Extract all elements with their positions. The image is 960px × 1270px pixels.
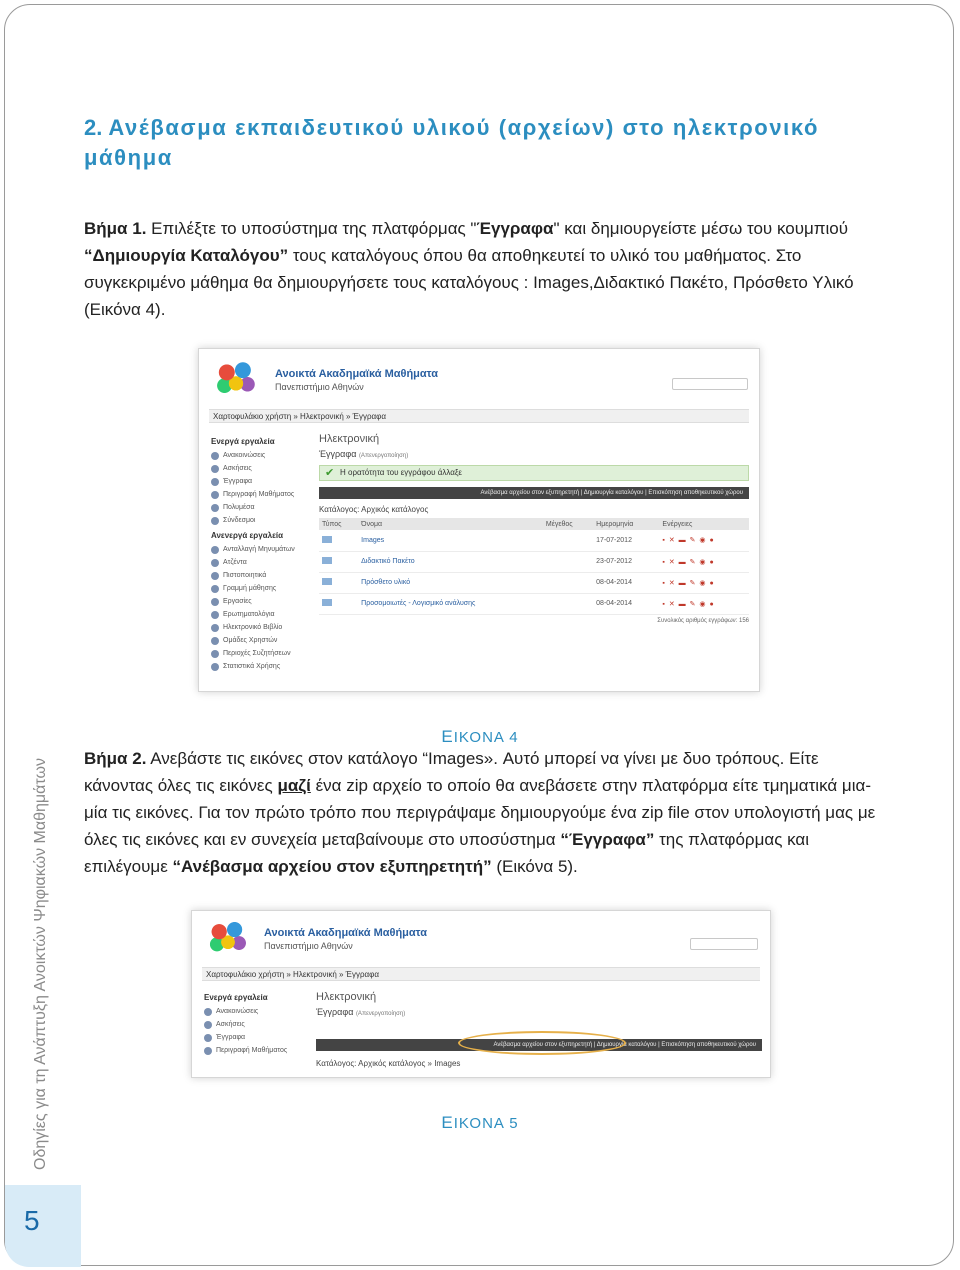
sidebar-item[interactable]: [211, 647, 307, 660]
sidebar-item[interactable]: [211, 543, 307, 556]
deactivate-link[interactable]: (Απενεργοποίηση): [358, 453, 409, 459]
site-subtitle: Πανεπιστήμιο Αθηνών: [264, 941, 353, 951]
sidebar-item-label: Ατζέντα: [223, 559, 247, 566]
site-subtitle: Πανεπιστήμιο Αθηνών: [275, 382, 364, 392]
figure4-caption: [0, 727, 960, 747]
date-cell: 17-07-2012: [593, 530, 659, 551]
breadcrumb: Χαρτοφυλάκιο χρήστη » Ηλεκτρονική » Έγγραφα: [209, 409, 749, 423]
figure4-screenshot: [198, 348, 760, 692]
tool-icon: [211, 663, 219, 671]
figure5-screenshot: [191, 910, 771, 1078]
caption-initial: Ε: [441, 1113, 454, 1132]
step1-label: Βήμα 1.: [84, 219, 147, 238]
folder-icon: [322, 599, 332, 606]
sidebar-item-label: Πολυμέσα: [223, 504, 255, 511]
search-input[interactable]: [672, 378, 748, 390]
tool-icon: [211, 465, 219, 473]
sidebar-item-label: Σύνδεσμοι: [223, 517, 256, 524]
page-number-tab: [5, 1185, 81, 1267]
row-actions-icons[interactable]: ▪ ✕ ▬ ✎ ◉ ●: [659, 530, 749, 551]
caption-rest: ΙΚΟΝΑ 4: [453, 729, 519, 746]
table-row: [319, 572, 749, 593]
column-header[interactable]: Όνομα: [358, 518, 543, 530]
table-row: [319, 593, 749, 614]
tool-icon: [211, 650, 219, 658]
sidebar-item[interactable]: [204, 1005, 300, 1018]
sidebar-item[interactable]: [211, 556, 307, 569]
course-title: Ηλεκτρονική: [319, 433, 380, 445]
deactivate-link[interactable]: (Απενεργοποίηση): [355, 1011, 406, 1017]
caption-initial: Ε: [441, 727, 454, 746]
tool-icon: [211, 452, 219, 460]
sidebar-item-label: Ανακοινώσεις: [223, 452, 266, 459]
section-number: 2.: [84, 115, 103, 140]
column-header[interactable]: Ημερομηνία: [593, 518, 659, 530]
sidebar-item-label: Ομάδες Χρηστών: [223, 637, 278, 644]
row-actions-icons[interactable]: ▪ ✕ ▬ ✎ ◉ ●: [659, 593, 749, 614]
directory-label: Κατάλογος: Αρχικός κατάλογος » Images: [316, 1059, 461, 1068]
size-cell: [543, 572, 593, 593]
tool-icon: [204, 1047, 212, 1055]
step1-text-a: Επιλέξτε το υποσύστημα της πλατφόρμας ": [146, 219, 477, 238]
directory-label: Κατάλογος: Αρχικός κατάλογος: [319, 505, 429, 514]
date-cell: 23-07-2012: [593, 551, 659, 572]
active-tools-heading: Ενεργά εργαλεία: [204, 993, 268, 1002]
tool-icon: [211, 572, 219, 580]
page-number: 5: [24, 1205, 40, 1236]
section-title: [319, 449, 749, 459]
site-title: Ανοικτά Ακαδημαϊκά Μαθήματα: [275, 368, 439, 380]
success-message-text: Η ορατότητα του εγγράφου άλλαξε: [340, 468, 462, 477]
date-cell: 08-04-2014: [593, 572, 659, 593]
tool-icon: [211, 491, 219, 499]
tool-icon: [211, 546, 219, 554]
action-bar[interactable]: Ανέβασμα αρχείου στον εξυπηρετητή | Δημιουργία καταλόγου | Επισκόπηση αποθηκευτικού χώρου: [316, 1039, 762, 1051]
column-header[interactable]: Μέγεθος: [543, 518, 593, 530]
documents-count: Συνολικός αριθμός εγγράφων: 156: [657, 617, 749, 624]
sidebar-item[interactable]: [211, 634, 307, 647]
step1-text-c: τους καταλόγους όπου θα αποθηκευτεί το υλικό του μαθήματος. Στο συγκεκριμένο μάθημα θα δημιουργήσετε τους καταλόγους : Images,Διδακτικό Πακέτο, Πρόσθετο Υλικό (Εικόνα 4).: [84, 246, 854, 319]
sidebar-item-label: Ερωτηματολόγια: [223, 611, 275, 618]
active-tools-heading: Ενεργά εργαλεία: [211, 437, 275, 446]
sidebar-item[interactable]: [204, 1018, 300, 1031]
table-row: [319, 551, 749, 572]
tool-icon: [211, 637, 219, 645]
tool-icon: [211, 598, 219, 606]
size-cell: [543, 551, 593, 572]
step2-text-b: ένα zip αρχείο το οποίο θα ανεβάσετε στην πλατφόρμα είτε τμηματικά μια-μία τις εικόνες. Για τον πρώτο τρόπο που περιγράψαμε δημιουργούμε ένα zip file στον υπολογιστή μας με όλες τις εικόνες και εν συνεχεία μεταβαίνουμε στο υποσύστημα: [84, 776, 876, 849]
tool-icon: [204, 1008, 212, 1016]
tool-icon: [211, 504, 219, 512]
sidebar-item[interactable]: [211, 621, 307, 634]
breadcrumb: Χαρτοφυλάκιο χρήστη » Ηλεκτρονική » Έγγραφα: [202, 967, 760, 981]
sidebar-item[interactable]: [211, 569, 307, 582]
check-icon: ✔: [325, 467, 335, 479]
table-row: [319, 530, 749, 551]
sidebar-item[interactable]: [211, 449, 307, 462]
site-title: Ανοικτά Ακαδημαϊκά Μαθήματα: [264, 927, 428, 939]
sidebar-item[interactable]: [211, 660, 307, 673]
sidebar-item[interactable]: [211, 582, 307, 595]
sidebar-item-label: Ανακοινώσεις: [216, 1008, 259, 1015]
caption-rest: ΙΚΟΝΑ 5: [453, 1115, 519, 1132]
step1-paragraph: [84, 215, 884, 323]
column-header: Ενέργειες: [659, 518, 749, 530]
folder-icon: [322, 578, 332, 585]
date-cell: 08-04-2014: [593, 593, 659, 614]
sidebar-item[interactable]: [204, 1044, 300, 1057]
step1-docs-term: Έγγραφα: [476, 219, 554, 238]
tool-icon: [204, 1034, 212, 1042]
sidebar-item-label: Έγγραφα: [223, 478, 253, 485]
sidebar-item-label: Ασκήσεις: [216, 1021, 245, 1028]
sidebar-item[interactable]: [204, 1031, 300, 1044]
sidebar-item[interactable]: [211, 501, 307, 514]
step1-create-term: “Δημιουργία Καταλόγου”: [84, 246, 289, 265]
sidebar-item[interactable]: [211, 475, 307, 488]
step2-text-c: της πλατφόρμας και επιλέγουμε: [84, 830, 810, 876]
section-heading: [84, 113, 844, 173]
sidebar-item[interactable]: [211, 514, 307, 527]
sidebar-item-label: Ηλεκτρονικό Βιβλίο: [223, 624, 283, 631]
figure5-caption: [0, 1113, 960, 1133]
tool-icon: [204, 1021, 212, 1029]
sidebar-item-label: Στατιστικά Χρήσης: [223, 663, 281, 670]
sidebar-item[interactable]: [211, 488, 307, 501]
sidebar-item[interactable]: [211, 608, 307, 621]
tool-icon: [211, 585, 219, 593]
step2-label: Βήμα 2.: [84, 749, 147, 768]
main-content: [319, 433, 749, 624]
action-bar[interactable]: Ανέβασμα αρχείου στον εξυπηρετητή | Δημιουργία καταλόγου | Επισκόπηση αποθηκευτικού χώρου: [319, 487, 749, 499]
step2-text-d: (Εικόνα 5).: [491, 857, 578, 876]
tool-icon: [211, 517, 219, 525]
folder-link[interactable]: Προσομοιωτές - Λογισμικό ανάλυσης: [358, 593, 543, 614]
sidebar-item-label: Περιγραφή Μαθήματος: [216, 1047, 288, 1054]
success-message: [319, 465, 749, 481]
side-running-title: Οδηγίες για τη Ανάπτυξη Ανοικτών Ψηφιακών Μαθημάτων: [32, 758, 49, 1170]
sidebar-item-label: Περιγραφή Μαθήματος: [223, 491, 295, 498]
inactive-tools-heading: Ανενεργά εργαλεία: [211, 531, 284, 540]
tool-icon: [211, 559, 219, 567]
row-actions-icons[interactable]: ▪ ✕ ▬ ✎ ◉ ●: [659, 572, 749, 593]
sidebar: [211, 433, 307, 673]
course-title: Ηλεκτρονική: [316, 991, 377, 1003]
sidebar-item-label: Γραμμή μάθησης: [223, 585, 277, 592]
section-name: Έγγραφα: [319, 449, 357, 459]
search-input[interactable]: [690, 938, 758, 950]
folder-icon: [322, 557, 332, 564]
step2-together-term: μαζί: [277, 776, 311, 795]
folder-link[interactable]: Images: [358, 530, 543, 551]
sidebar-item-label: Πιστοποιητικά: [223, 572, 267, 579]
upload-highlight-ellipse: [458, 1031, 626, 1055]
row-actions-icons[interactable]: ▪ ✕ ▬ ✎ ◉ ●: [659, 551, 749, 572]
step2-docs-term: “Έγγραφα”: [560, 830, 655, 849]
sidebar-item-label: Εργασίες: [223, 598, 252, 605]
sidebar-item-label: Έγγραφα: [216, 1034, 246, 1041]
sidebar-item[interactable]: [211, 595, 307, 608]
section-name: Έγγραφα: [316, 1007, 354, 1017]
size-cell: [543, 593, 593, 614]
sidebar-item[interactable]: [211, 462, 307, 475]
tool-icon: [211, 624, 219, 632]
folder-link[interactable]: Πρόσθετο υλικό: [358, 572, 543, 593]
main-content: [316, 991, 762, 1068]
step2-paragraph: [84, 745, 884, 880]
tool-icon: [211, 611, 219, 619]
sidebar-item-label: Ασκήσεις: [223, 465, 252, 472]
folder-icon: [322, 536, 332, 543]
step1-text-b: " και δημιουργείστε μέσω του κουμπιού: [553, 219, 849, 238]
table-header: [319, 518, 749, 530]
sidebar-item-label: Ανταλλαγή Μηνυμάτων: [223, 546, 295, 553]
documents-table: [319, 518, 749, 615]
section-title: [316, 1007, 762, 1017]
section-title: Ανέβασμα εκπαιδευτικού υλικού (αρχείων) στο ηλεκτρονικό μάθημα: [84, 115, 820, 170]
tool-icon: [211, 478, 219, 486]
step2-upload-term: “Ανέβασμα αρχείου στον εξυπηρετητή”: [172, 857, 492, 876]
sidebar: [204, 989, 300, 1057]
step2-text-a: Ανεβάστε τις εικόνες στον κατάλογο “Images». Αυτό μπορεί να γίνει με δυο τρόπους. Είτε κάνοντας όλες τις εικόνες: [84, 749, 819, 795]
tree-logo-icon: [213, 357, 259, 401]
size-cell: [543, 530, 593, 551]
tree-logo-icon: [206, 917, 250, 959]
sidebar-item-label: Περιοχές Συζητήσεων: [223, 650, 291, 657]
folder-link[interactable]: Διδακτικό Πακέτο: [358, 551, 543, 572]
column-header: Τύπος: [319, 518, 358, 530]
